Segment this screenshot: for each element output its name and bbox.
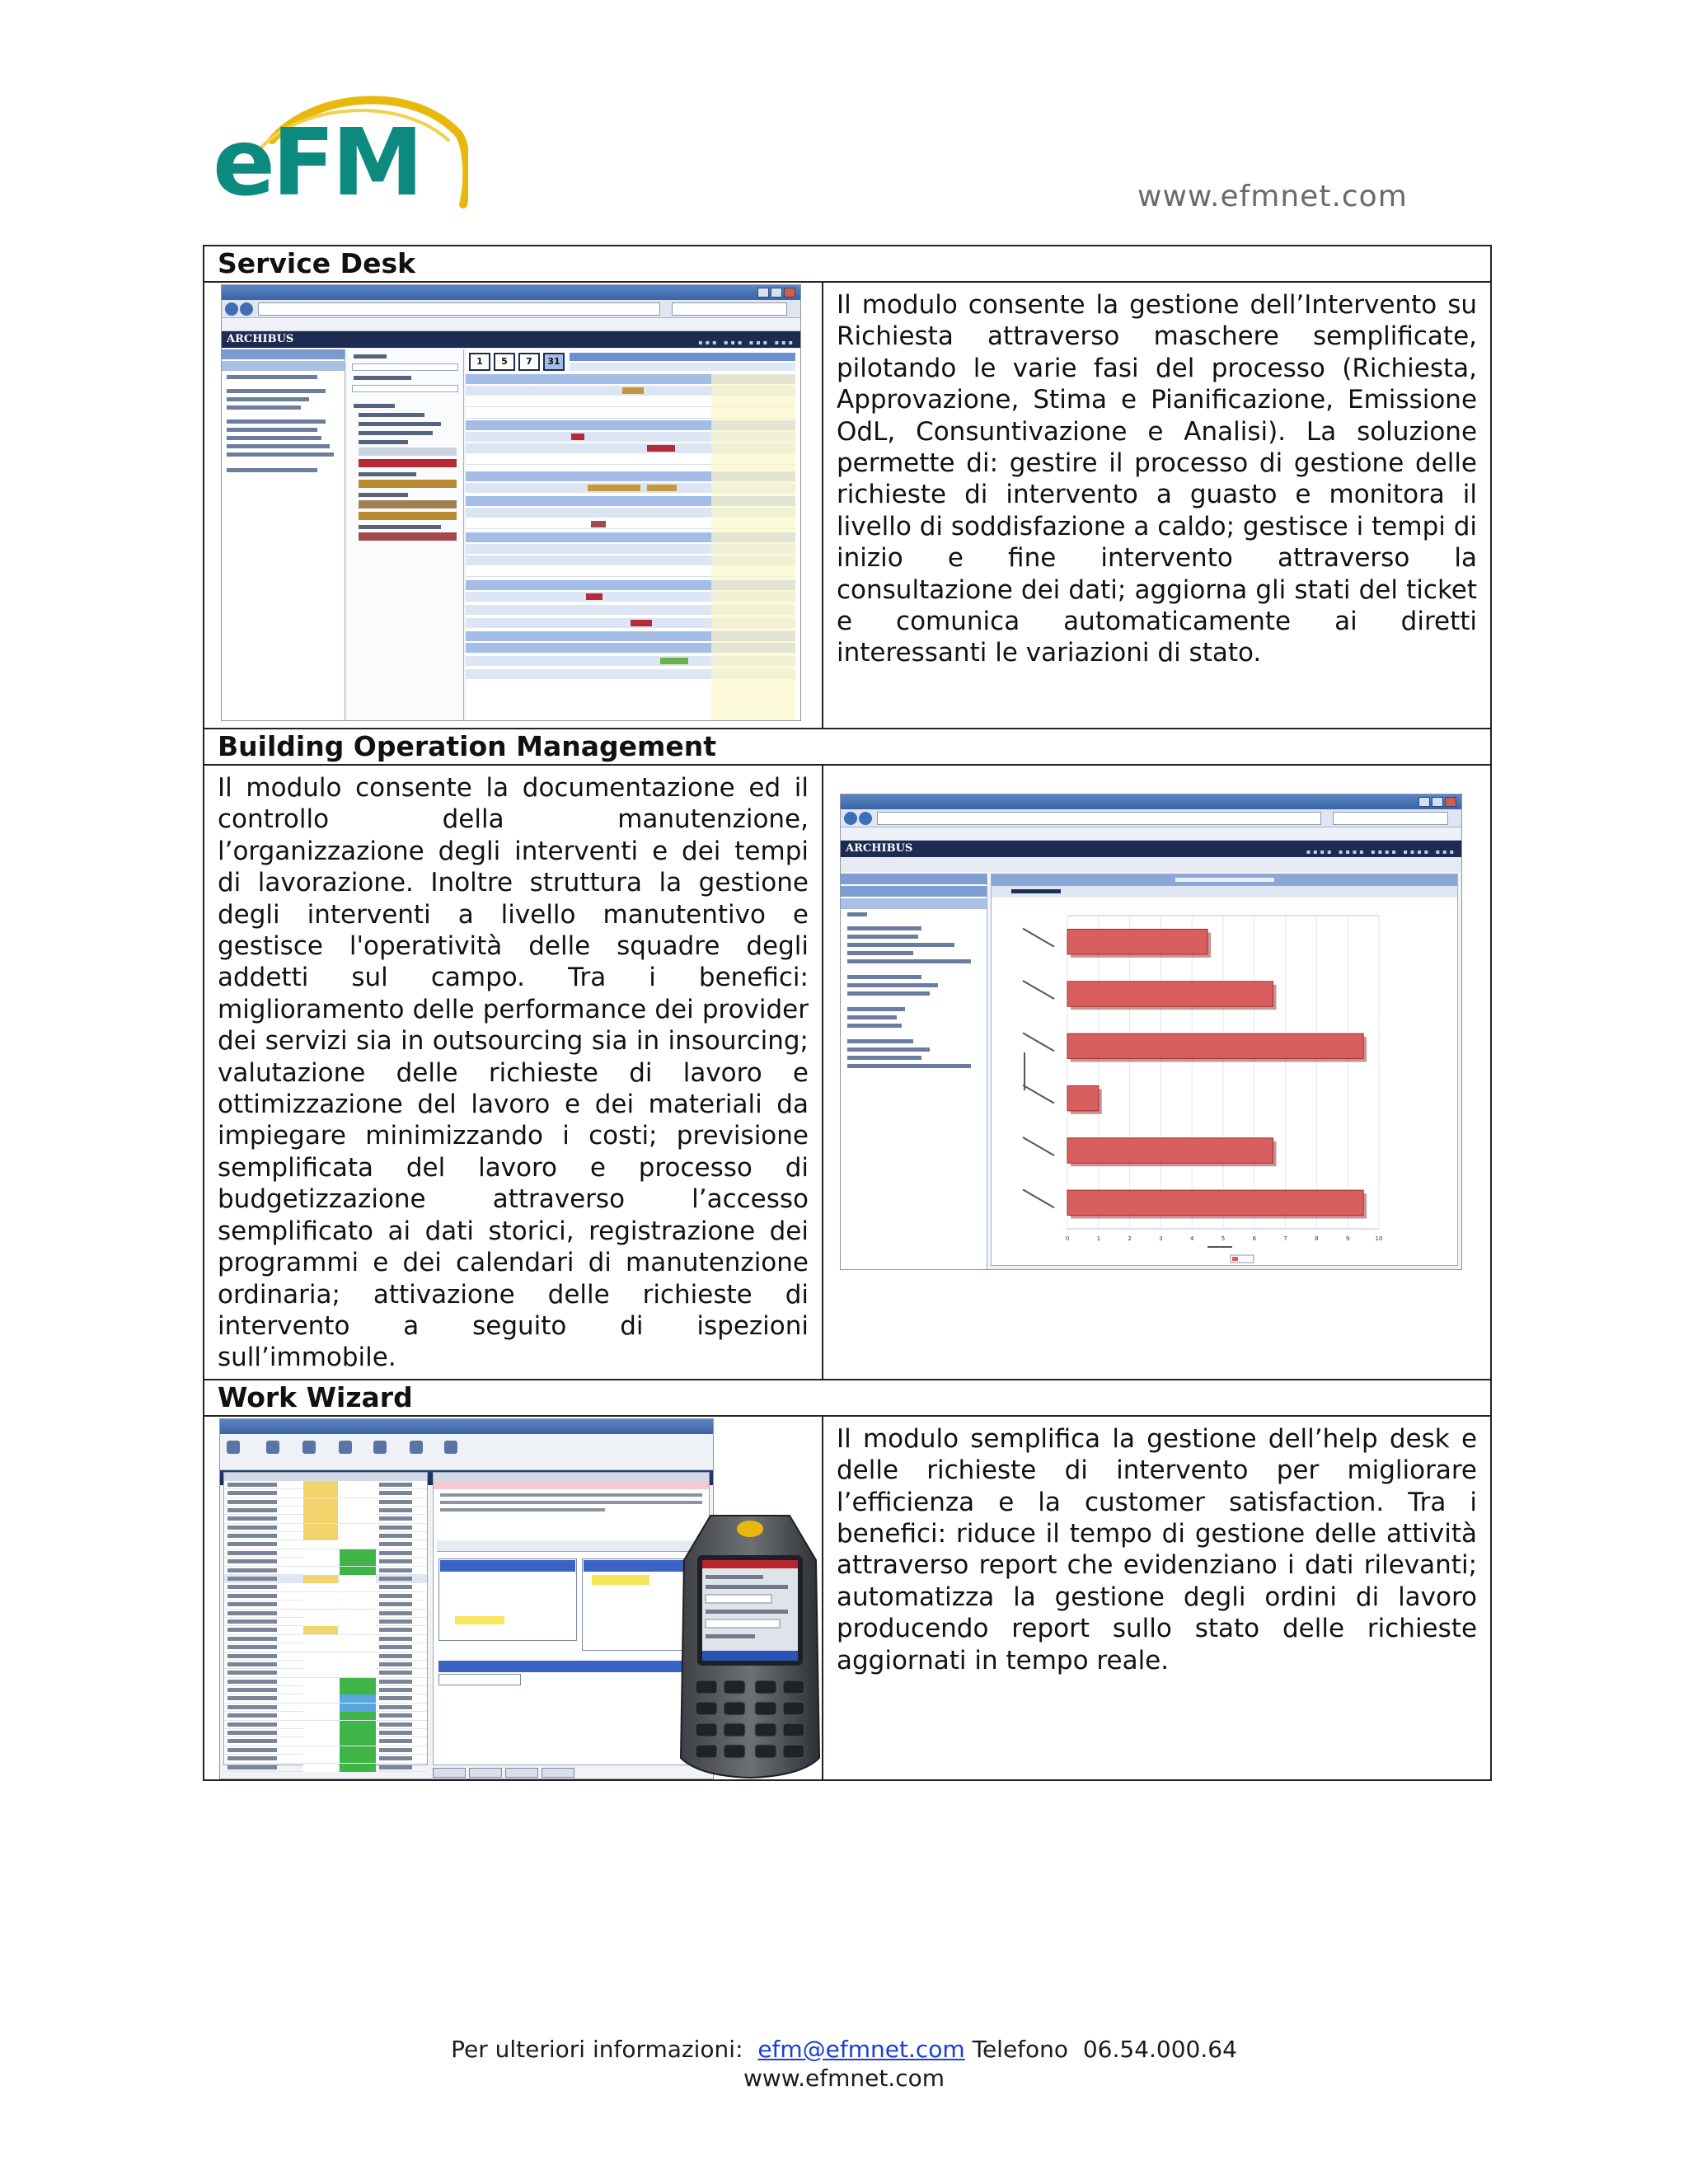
- wizard-grid-row: [224, 1755, 427, 1763]
- chart-category-label-mark: [1023, 1033, 1054, 1051]
- wizard-grid-row: [224, 1643, 427, 1652]
- wizard-grid-row: [224, 1592, 427, 1601]
- service-desk-screenshot-cell: [204, 282, 823, 729]
- work-wizard-detail: [433, 1472, 710, 1765]
- chart-category-label-mark: [1023, 929, 1054, 947]
- service-desk-screenshot: ARCHIBUS ▪▪▪ ▪▪▪ ▪▪▪ ▪▪▪ 1 5 7 31: [221, 284, 801, 721]
- efm-logo: [213, 89, 468, 213]
- modules-table: [203, 245, 1492, 1781]
- chart-category-label-mark: [1023, 1137, 1054, 1155]
- work-wizard-screenshot: [219, 1418, 714, 1779]
- work-wizard-grid: [223, 1472, 428, 1765]
- wizard-grid-row: [224, 1498, 427, 1507]
- wizard-grid-row: [224, 1507, 427, 1515]
- wizard-grid-row: [224, 1764, 427, 1772]
- wizard-grid-row: [224, 1678, 427, 1686]
- wizard-grid-row: [224, 1481, 427, 1489]
- chart-tick-label: 3: [1159, 1235, 1163, 1242]
- wizard-grid-row: [224, 1567, 427, 1575]
- wizard-grid-row: [224, 1558, 427, 1566]
- browser-search-field: [672, 302, 787, 316]
- chart-tick-label: 9: [1345, 1235, 1350, 1242]
- wizard-grid-row: [224, 1532, 427, 1540]
- work-wizard-screenshot-cell: [204, 1416, 823, 1780]
- back-icon: [844, 812, 857, 825]
- section-title-building-operation: Building Operation Management: [204, 729, 1491, 765]
- browser-search-field: [1333, 812, 1448, 825]
- chart-bar: [1067, 1033, 1363, 1058]
- chart-category-label-mark: [1023, 981, 1054, 999]
- chart-bar: [1067, 1138, 1273, 1163]
- forward-icon: [859, 812, 872, 825]
- chart-legend-swatch: [1232, 1257, 1238, 1261]
- chart-tick-label: 10: [1375, 1235, 1383, 1242]
- chart-bar: [1067, 929, 1207, 954]
- service-desk-schedule: 1 5 7 31: [466, 349, 800, 720]
- service-desk-nav-panel: [222, 349, 345, 720]
- wizard-grid-row: [224, 1635, 427, 1643]
- chart-tick-label: 4: [1189, 1235, 1194, 1242]
- chart-category-label-mark: [1023, 1085, 1054, 1104]
- chart-bar: [1067, 982, 1273, 1006]
- footer-website[interactable]: www.efmnet.com: [743, 2064, 945, 2092]
- chart-tick-label: 5: [1221, 1235, 1226, 1242]
- back-icon: [225, 302, 238, 316]
- footer-prefix: Per ulteriori informazioni:: [451, 2036, 743, 2063]
- wizard-grid-row: [224, 1694, 427, 1703]
- wizard-grid-row: [224, 1669, 427, 1677]
- wizard-grid-row: [224, 1712, 427, 1720]
- wizard-grid-row: [224, 1618, 427, 1626]
- footer-contact-line: [0, 2036, 1688, 2063]
- wizard-grid-row: [224, 1489, 427, 1497]
- footer-phone-label: Telefono: [972, 2036, 1069, 2063]
- chart-tick-label: 0: [1065, 1235, 1070, 1242]
- header-website[interactable]: www.efmnet.com: [1137, 180, 1408, 213]
- wizard-grid-row: [224, 1583, 427, 1591]
- wizard-grid-row: [224, 1524, 427, 1532]
- wizard-grid-row: [224, 1737, 427, 1746]
- wizard-grid-row: [224, 1704, 427, 1712]
- section-title-work-wizard: Work Wizard: [204, 1380, 1491, 1416]
- chart-bar: [1067, 1085, 1099, 1110]
- work-status-nav-panel: [841, 874, 987, 1269]
- wizard-grid-row: [224, 1515, 427, 1523]
- section-title-service-desk: Service Desk: [204, 246, 1491, 282]
- building-operation-description: Il modulo consente la documentazione ed il controllo della manutenzione, l’organizzazione degli interventi e dei tempi di lavorazione. Inoltre struttura la gestione degli interventi a livello manutentivo e gestisce l'operatività delle squadre degli addetti sul campo. Tra i benefici: miglioramento delle performance dei provider dei servizi sia in outsourcing sia in insourcing; valutazione delle richieste di lavoro e ottimizzazione del lavoro e dei materiali da impiegare minimizzando i costi; previsione semplificata del lavoro e processo di budgetizzazione attraverso l’accesso semplificato ai dati storici, registrazione dei programmi e dei calendari di manutenzione ordinaria; attivazione delle richieste di intervento a seguito di ispezioni sull’immobile.: [204, 765, 823, 1380]
- chart-tick-label: 1: [1096, 1235, 1101, 1242]
- work-wizard-description: Il modulo semplifica la gestione dell’help desk e delle richieste di intervento per migliorare l’efficienza e la customer satisfaction. Tra i benefici: riduce il tempo di gestione delle attività attraverso report che evidenziano i dati rilevanti; automatizza la gestione degli ordini di lavoro producendo report sullo stato delle richieste aggiornati in tempo reale.: [823, 1416, 1491, 1780]
- chart-tick-label: 7: [1283, 1235, 1287, 1242]
- chart-bar: [1067, 1190, 1363, 1215]
- wizard-grid-row: [224, 1652, 427, 1661]
- forward-icon: [240, 302, 253, 316]
- handheld-device-image: [678, 1511, 823, 1779]
- chart-tick-label: 2: [1128, 1235, 1132, 1242]
- footer-email-link[interactable]: efm@efmnet.com: [757, 2036, 965, 2063]
- wizard-grid-row: [224, 1746, 427, 1755]
- wizard-grid-row: [224, 1661, 427, 1669]
- chart-tick-label: 6: [1252, 1235, 1257, 1242]
- service-desk-description: Il modulo consente la gestione dell’Intervento su Richiesta attraverso maschere semplificate, pilotando le varie fasi del processo (Richiesta, Approvazione, Stima e Pianificazione, Emissione OdL, Consuntivazione e Analisi). La soluzione permette di: gestire il processo di gestione delle richieste di intervento a guasto e monitora il livello di soddisfazione a caldo; gestisce i tempi di inizio e fine intervento attraverso la consultazione dei dati; aggiorna gli stati del ticket e comunica automaticamente ai diretti interessanti le variazioni di stato.: [823, 282, 1491, 729]
- wizard-grid-row: [224, 1686, 427, 1694]
- wizard-grid-row: [224, 1729, 427, 1737]
- work-status-report: [991, 874, 1458, 1266]
- wizard-grid-row: [224, 1721, 427, 1729]
- wizard-grid-row: [224, 1610, 427, 1618]
- archibus-brand: ARCHIBUS: [227, 333, 294, 345]
- work-status-bar-chart: [992, 899, 1458, 1267]
- wizard-grid-row: [224, 1549, 427, 1558]
- service-desk-task-tree: [347, 349, 464, 720]
- wizard-grid-row: [224, 1540, 427, 1549]
- footer-phone: 06.54.000.64: [1082, 2036, 1237, 2063]
- archibus-brand: ARCHIBUS: [846, 842, 913, 855]
- chart-category-label-mark: [1023, 1189, 1054, 1207]
- work-status-screenshot: ARCHIBUS ▪▪▪▪ ▪▪▪▪ ▪▪▪▪ ▪▪▪▪ ▪▪▪ 0 1 2 3 4 5 6 7 8 9 10: [840, 794, 1462, 1270]
- wizard-grid-row: [224, 1626, 427, 1634]
- building-operation-screenshot-cell: [823, 765, 1491, 1380]
- wizard-grid-row: [224, 1575, 427, 1583]
- chart-tick-label: 8: [1315, 1235, 1319, 1242]
- svg-text:eFM: eFM: [213, 110, 420, 213]
- wizard-grid-row: [224, 1601, 427, 1609]
